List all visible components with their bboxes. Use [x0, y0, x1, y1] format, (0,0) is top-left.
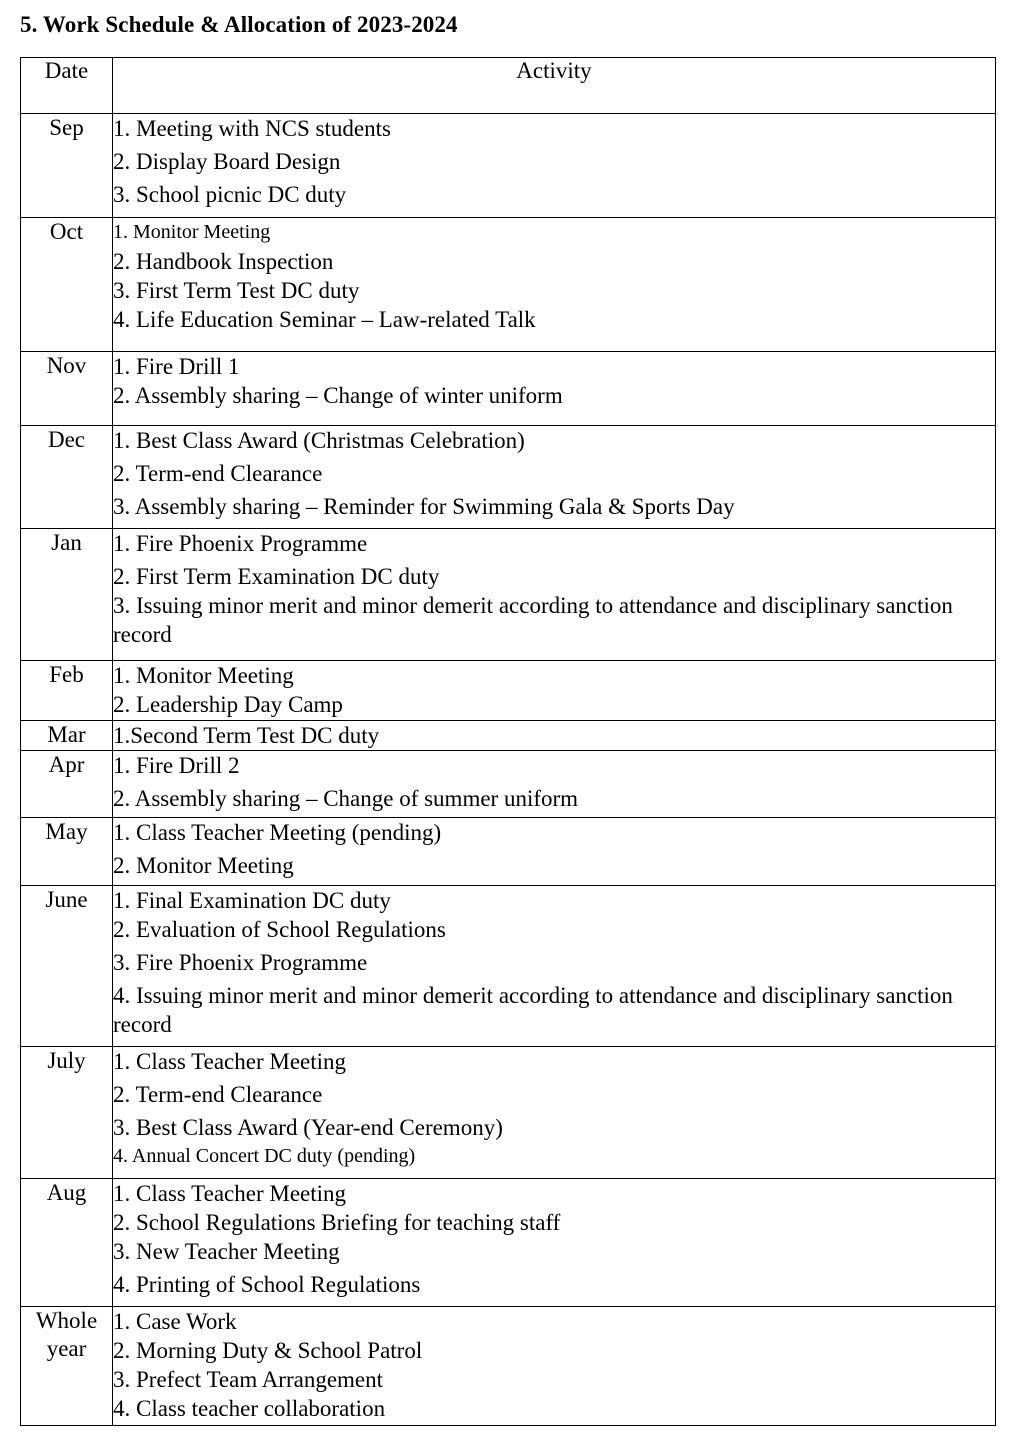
activity-item: 2. Assembly sharing – Change of summer uniform — [113, 786, 579, 811]
activity-item: 1. Fire Drill 2 — [113, 753, 240, 778]
activity-item: 2. Assembly sharing – Change of winter uniform — [113, 383, 563, 408]
table-row — [21, 114, 996, 218]
activity-cell — [113, 818, 996, 886]
table-row — [21, 886, 996, 1047]
activity-item: 3. Prefect Team Arrangement — [113, 1367, 384, 1392]
month-cell: July — [21, 1047, 113, 1179]
month-cell: June — [21, 886, 113, 1047]
activity-item: 1. Meeting with NCS students — [113, 116, 391, 141]
activity-item: 1. Class Teacher Meeting — [113, 1049, 347, 1074]
activity-item: 4. Life Education Seminar – Law-related Talk — [113, 307, 536, 332]
activity-cell — [113, 721, 996, 751]
table-row — [21, 751, 996, 818]
month-cell: Mar — [21, 721, 113, 751]
activity-cell — [113, 114, 996, 218]
month-cell: Sep — [21, 114, 113, 218]
activity-cell — [113, 661, 996, 721]
activity-item: 4. Issuing minor merit and minor demerit according to attendance and disciplinary sanction record — [113, 983, 953, 1037]
activity-item: 2. First Term Examination DC duty — [113, 564, 440, 589]
table-row — [21, 661, 996, 721]
activity-cell — [113, 426, 996, 529]
table-row — [21, 529, 996, 661]
month-cell: Oct — [21, 218, 113, 352]
activity-item: 1. Class Teacher Meeting — [113, 1181, 347, 1206]
activity-cell — [113, 1307, 996, 1426]
table-row — [21, 721, 996, 751]
table-row — [21, 818, 996, 886]
table-row — [21, 1179, 996, 1307]
activity-item: 1. Final Examination DC duty — [113, 888, 391, 913]
activity-item: 1.Second Term Test DC duty — [113, 723, 380, 748]
activity-item: 4. Printing of School Regulations — [113, 1272, 421, 1297]
activity-item: 1. Case Work — [113, 1309, 237, 1334]
work-schedule-table — [20, 57, 996, 1426]
activity-item: 1. Fire Phoenix Programme — [113, 531, 368, 556]
month-cell: Dec — [21, 426, 113, 529]
activity-item: 2. Term-end Clearance — [113, 461, 323, 486]
activity-item: 2. Leadership Day Camp — [113, 692, 343, 717]
activity-item: 3. School picnic DC duty — [113, 182, 347, 207]
table-row — [21, 426, 996, 529]
activity-cell — [113, 352, 996, 426]
activity-cell — [113, 529, 996, 661]
activity-item: 2. School Regulations Briefing for teaching staff — [113, 1210, 561, 1235]
activity-cell — [113, 751, 996, 818]
month-cell: Aug — [21, 1179, 113, 1307]
activity-item: 2. Evaluation of School Regulations — [113, 917, 446, 942]
activity-item: 2. Term-end Clearance — [113, 1082, 323, 1107]
activity-item: 1. Fire Drill 1 — [113, 354, 240, 379]
month-cell: May — [21, 818, 113, 886]
month-cell: Nov — [21, 352, 113, 426]
activity-cell — [113, 218, 996, 352]
activity-cell — [113, 1179, 996, 1307]
document-title: 5. Work Schedule & Allocation of 2023-2024 — [20, 12, 458, 37]
table-row — [21, 1047, 996, 1179]
activity-item: 4. Annual Concert DC duty (pending) — [113, 1145, 416, 1167]
activity-item: 1. Best Class Award (Christmas Celebration) — [113, 428, 525, 453]
activity-item: 3. Fire Phoenix Programme — [113, 950, 368, 975]
header-row — [21, 58, 996, 114]
month-cell: Apr — [21, 751, 113, 818]
activity-item: 1. Monitor Meeting — [113, 221, 271, 243]
table-row — [21, 1307, 996, 1426]
month-cell: Jan — [21, 529, 113, 661]
date-column-header: Date — [21, 58, 113, 114]
activity-item: 2. Handbook Inspection — [113, 249, 334, 274]
activity-item: 2. Display Board Design — [113, 149, 341, 174]
month-cell: Whole year — [21, 1307, 113, 1426]
activity-item: 3. First Term Test DC duty — [113, 278, 360, 303]
activity-cell — [113, 1047, 996, 1179]
activity-item: 3. Issuing minor merit and minor demerit according to attendance and disciplinary sanction record — [113, 593, 953, 647]
activity-cell — [113, 886, 996, 1047]
activity-item: 1. Class Teacher Meeting (pending) — [113, 820, 442, 845]
table-row — [21, 352, 996, 426]
activity-item: 3. New Teacher Meeting — [113, 1239, 340, 1264]
activity-column-header: Activity — [113, 58, 996, 114]
activity-item: 3. Assembly sharing – Reminder for Swimming Gala & Sports Day — [113, 494, 735, 519]
activity-item: 4. Class teacher collaboration — [113, 1396, 386, 1421]
activity-item: 1. Monitor Meeting — [113, 663, 294, 688]
month-cell: Feb — [21, 661, 113, 721]
activity-item: 3. Best Class Award (Year-end Ceremony) — [113, 1115, 503, 1140]
activity-item: 2. Morning Duty & School Patrol — [113, 1338, 423, 1363]
activity-item: 2. Monitor Meeting — [113, 853, 294, 878]
table-row — [21, 218, 996, 352]
